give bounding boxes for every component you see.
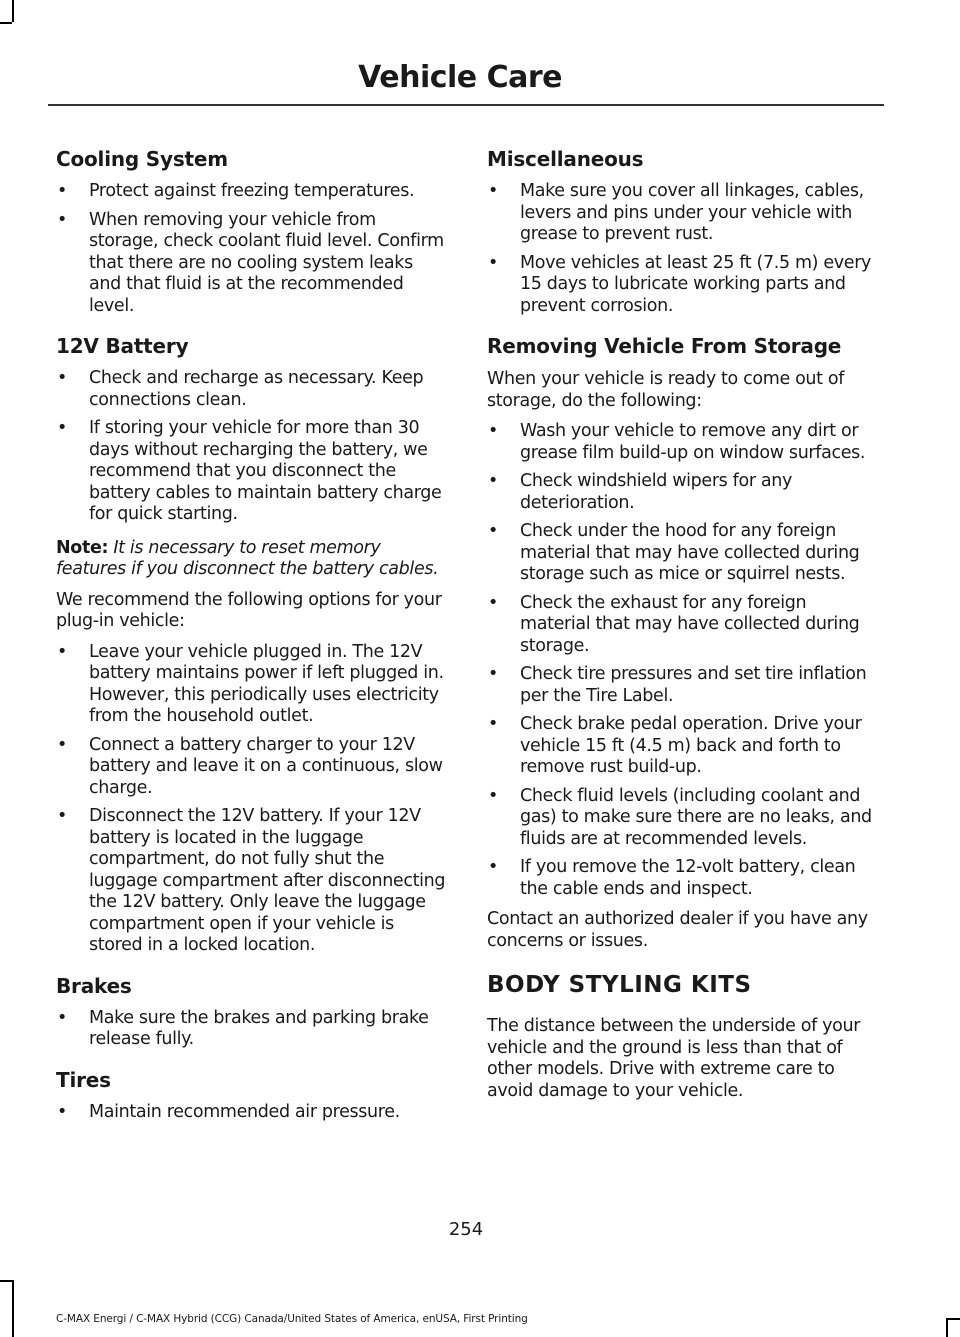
list-item-text: Check fluid levels (including coolant and gas) to make sure there are no leaks, and fluids are at recommended levels. [520,785,872,849]
brakes-heading: Brakes [56,973,132,998]
tires-list [56,1102,448,1124]
bullet-icon: • [488,521,498,541]
miscellaneous-list [487,181,879,317]
crop-mark [12,1280,14,1337]
bullet-icon: • [488,714,498,734]
battery-options-list [56,642,448,957]
body-styling-heading: BODY STYLING KITS [487,972,752,998]
list-item [487,593,879,658]
list-item [56,368,448,411]
bullet-icon: • [57,1101,67,1122]
tires-section [56,1067,448,1124]
body-styling-section [487,970,879,1102]
bullet-icon: • [488,785,498,806]
list-item-text: Make sure you cover all linkages, cables, levers and pins under your vehicle with grease to prevent rust. [520,181,864,244]
removing-storage-intro: When your vehicle is ready to come out of storage, do the following: [487,369,845,411]
list-item-text: When removing your vehicle from storage, check coolant fluid level. Confirm that there are no cooling system leaks and that fluid is at the recommended level. [89,209,444,316]
list-item-text: Leave your vehicle plugged in. The 12V battery maintains power if left plugged in. However, this periodically uses electricity from the household outlet. [89,641,444,726]
bullet-icon: • [488,252,498,273]
right-column [487,146,879,1111]
list-item-text: Check windshield wipers for any deterioration. [520,471,793,513]
list-item [487,181,879,246]
battery-list [56,368,448,526]
bullet-icon: • [488,857,498,877]
list-item [487,471,879,514]
list-item-text: If you remove the 12-volt battery, clean the cable ends and inspect. [520,857,856,899]
list-item [487,857,879,900]
list-item-text: Check under the hood for any foreign material that may have collected during storage such as mice or squirrel nests. [520,521,860,584]
list-item-text: Wash your vehicle to remove any dirt or grease film build-up on window surfaces. [520,421,866,463]
left-column [56,146,448,1123]
body-styling-text: The distance between the underside of your vehicle and the ground is less than that of other models. Drive with extreme care to avoid damage to your vehicle. [487,1016,861,1101]
crop-mark [946,1318,948,1337]
battery-heading: 12V Battery [56,334,189,358]
list-item [487,521,879,586]
footer-text: C-MAX Energi / C-MAX Hybrid (CCG) Canada/United States of America, enUSA, First Printing [56,1313,528,1325]
list-item-text: Connect a battery charger to your 12V battery and leave it on a continuous, slow charge. [89,734,443,798]
list-item [56,1102,448,1124]
page-title: Vehicle Care [358,60,562,95]
list-item [56,210,448,318]
removing-storage-heading: Removing Vehicle From Storage [487,334,842,358]
list-item-text: Check brake pedal operation. Drive your vehicle 15 ft (4.5 m) back and forth to remove rust build-up. [520,714,862,777]
note-label: Note: [56,537,109,558]
battery-section [56,333,448,957]
bullet-icon: • [57,806,67,826]
battery-intro: We recommend the following options for your plug-in vehicle: [56,589,442,631]
bullet-icon: • [57,181,67,201]
cooling-system-list [56,181,448,317]
bullet-icon: • [488,471,498,491]
cooling-system-heading: Cooling System [56,147,228,171]
list-item [487,421,879,464]
tires-heading: Tires [56,1067,111,1092]
page-number: 254 [448,1219,484,1240]
bullet-icon: • [488,592,498,613]
list-item-text: Protect against freezing temperatures. [89,181,415,201]
list-item-text: Check and recharge as necessary. Keep connections clean. [89,368,424,410]
list-item [56,1008,448,1051]
removing-storage-closing: Contact an authorized dealer if you have any concerns or issues. [487,909,868,951]
crop-mark [0,22,12,24]
list-item-text: Check tire pressures and set tire inflation per the Tire Label. [520,664,867,706]
list-item [56,181,448,203]
list-item [487,664,879,707]
list-item [487,253,879,318]
bullet-icon: • [57,641,67,662]
list-item-text: Move vehicles at least 25 ft (7.5 m) every 15 days to lubricate working parts and prevent corrosion. [520,252,872,316]
crop-mark [0,1280,12,1282]
bullet-icon: • [57,418,67,438]
header-divider [48,104,884,106]
list-item-text: Disconnect the 12V battery. If your 12V battery is located in the luggage compartment, do not fully shut the luggage compartment after disconnecting the 12V battery. Only leave the luggage compartment open if your vehicle is stored in a locked location. [89,806,446,955]
removing-storage-list [487,421,879,900]
list-item [56,735,448,800]
removing-storage-section [487,333,879,952]
bullet-icon: • [57,209,67,230]
list-item [487,786,879,851]
list-item [487,714,879,779]
list-item [56,806,448,957]
list-item [56,642,448,728]
list-item-text: Maintain recommended air pressure. [89,1101,400,1122]
battery-note [56,538,448,581]
note-text: It is necessary to reset memory features if you disconnect the battery cables. [56,537,439,579]
cooling-system-section [56,146,448,317]
bullet-icon: • [57,1007,67,1028]
bullet-icon: • [488,181,498,201]
miscellaneous-heading: Miscellaneous [487,147,644,171]
bullet-icon: • [488,664,498,684]
bullet-icon: • [488,421,498,441]
list-item-text: Make sure the brakes and parking brake release fully. [89,1007,429,1049]
bullet-icon: • [57,734,67,755]
bullet-icon: • [57,368,67,388]
list-item-text: If storing your vehicle for more than 30 days without recharging the battery, we recommend that you disconnect the battery cables to maintain battery charge for quick starting. [89,418,442,524]
list-item-text: Check the exhaust for any foreign material that may have collected during storage. [520,592,860,656]
crop-mark [948,1318,960,1320]
brakes-list [56,1008,448,1051]
crop-mark [12,0,14,22]
list-item [56,418,448,526]
miscellaneous-section [487,146,879,317]
brakes-section [56,973,448,1051]
